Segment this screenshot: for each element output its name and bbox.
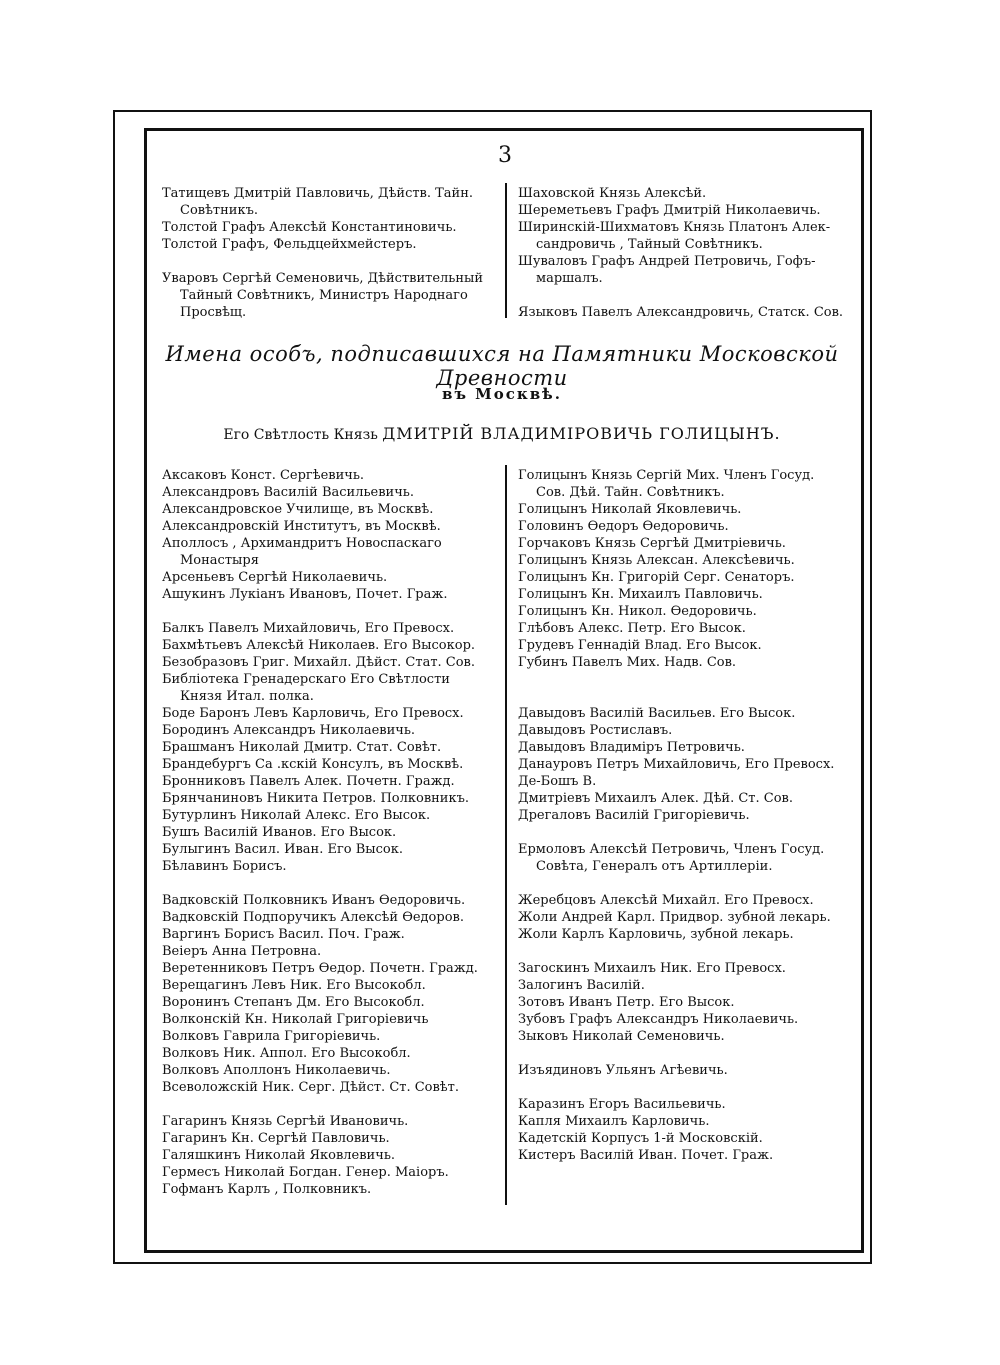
list-entry: Гагаринъ Кн. Сергѣй Павловичь. bbox=[162, 1131, 390, 1146]
subscriber-list-right bbox=[518, 467, 834, 1164]
list-entry: Гагаринъ Князь Сергѣй Ивановичь. bbox=[162, 1114, 409, 1129]
entry-spacer bbox=[518, 287, 843, 304]
entry-spacer bbox=[162, 875, 478, 892]
list-entry: Ермоловъ Алексѣй Петровичь, Членъ Госуд. bbox=[518, 842, 825, 857]
list-subheading: въ Москвѣ. bbox=[442, 385, 562, 403]
list-entry: Гермесъ Николай Богдан. Генер. Маiоръ. bbox=[162, 1165, 449, 1180]
list-entry: Голицынъ Кн. Григорій Серг. Сенаторъ. bbox=[518, 570, 795, 585]
list-entry: Арсеньевъ Сергѣй Николаевичь. bbox=[162, 570, 388, 585]
list-entry: Булыгинъ Васил. Иван. Его Высок. bbox=[162, 842, 403, 857]
list-entry: Каразинъ Егоръ Васильевичь. bbox=[518, 1097, 726, 1112]
list-entry: Волковъ Ник. Аппол. Его Высокобл. bbox=[162, 1046, 411, 1061]
subscriber-list-left bbox=[162, 467, 478, 1198]
list-entry: Совѣта, Генералъ отъ Артиллеріи. bbox=[536, 859, 773, 874]
list-entry: Жоли Карлъ Карловичь, зубной лекарь. bbox=[518, 927, 794, 942]
dedication-line bbox=[150, 424, 854, 443]
list-entry: Жоли Андрей Карл. Придвор. зубной лекарь. bbox=[518, 910, 831, 925]
list-entry: Загоскинъ Михаилъ Ник. Его Превосх. bbox=[518, 961, 786, 976]
list-entry: Александровскій Институтъ, въ Москвѣ. bbox=[162, 519, 441, 534]
list-entry: Сов. Дѣй. Тайн. Совѣтникъ. bbox=[536, 485, 725, 500]
list-entry: Монастыря bbox=[180, 553, 259, 568]
entry-spacer bbox=[518, 824, 834, 841]
list-entry: Толстой Графъ Алексѣй Константиновичь. bbox=[162, 220, 457, 235]
list-entry: Бахмѣтьевъ Алексѣй Николаев. Его Высокор. bbox=[162, 638, 476, 653]
list-entry: Зубовъ Графъ Александръ Николаевичь. bbox=[518, 1012, 799, 1027]
list-entry: Безобразовъ Григ. Михайл. Дѣйст. Стат. Сов. bbox=[162, 655, 475, 670]
list-entry: Брашманъ Николай Дмитр. Стат. Совѣт. bbox=[162, 740, 442, 755]
list-entry: Дмитріевъ Михаилъ Алек. Дѣй. Ст. Сов. bbox=[518, 791, 793, 806]
dedication-name: ДМИТРІЙ ВЛАДИМІРОВИЧЬ ГОЛИЦЫНЪ. bbox=[382, 424, 781, 443]
list-entry: Волковъ Аполлонъ Николаевичь. bbox=[162, 1063, 391, 1078]
list-entry: Волковъ Гаврила Григорiевичь. bbox=[162, 1029, 381, 1044]
list-entry: Бронниковъ Павелъ Алек. Почетн. Гражд. bbox=[162, 774, 455, 789]
list-entry: Вадковскій Полковникъ Иванъ Ѳедоровичь. bbox=[162, 893, 466, 908]
list-entry: Гофманъ Карлъ , Полковникъ. bbox=[162, 1182, 372, 1197]
list-entry: Александровское Училище, въ Москвѣ. bbox=[162, 502, 434, 517]
list-entry: Шереметьевъ Графъ Дмитрій Николаевичь. bbox=[518, 203, 821, 218]
list-entry: Всеволожскій Ник. Серг. Дѣйст. Ст. Совѣт. bbox=[162, 1080, 459, 1095]
list-entry: Бородинъ Александръ Николаевичь. bbox=[162, 723, 416, 738]
list-entry: Капля Михаилъ Карловичь. bbox=[518, 1114, 710, 1129]
list-entry: Горчаковъ Князь Сергѣй Дмитрiевичь. bbox=[518, 536, 786, 551]
list-entry: Князя Итал. полка. bbox=[180, 689, 314, 704]
list-entry: Шаховской Князь Алексѣй. bbox=[518, 186, 707, 201]
list-entry: Голицынъ Кн. Никол. Ѳедоровичь. bbox=[518, 604, 757, 619]
list-entry: Данауровъ Петръ Михайловичь, Его Превосх. bbox=[518, 757, 835, 772]
list-entry: Бутурлинъ Николай Алекс. Его Высок. bbox=[162, 808, 431, 823]
list-entry: Шуваловъ Графъ Андрей Петровичь, Гофъ- bbox=[518, 254, 816, 269]
list-entry: Совѣтникъ. bbox=[180, 203, 258, 218]
list-entry: Глѣбовъ Алекс. Петр. Его Высок. bbox=[518, 621, 746, 636]
list-entry: Губинъ Павелъ Мих. Надв. Сов. bbox=[518, 655, 737, 670]
list-entry: Давыдовъ Василій Васильев. Его Высок. bbox=[518, 706, 796, 721]
list-entry: Ширинскій-Шихматовъ Князь Платонъ Алек- bbox=[518, 220, 831, 235]
list-entry: Зотовъ Иванъ Петр. Его Высок. bbox=[518, 995, 735, 1010]
list-entry: Татищевъ Дмитрій Павловичь, Дѣйств. Тайн. bbox=[162, 186, 474, 201]
dedication-prefix: Его Свѣтлость Князь bbox=[223, 427, 378, 443]
list-entry: Кадетскій Корпусъ 1-й Московскій. bbox=[518, 1131, 763, 1146]
list-entry: Давыдовъ Владиміръ Петровичь. bbox=[518, 740, 745, 755]
entry-spacer bbox=[518, 943, 834, 960]
page-number: 3 bbox=[498, 143, 512, 168]
list-entry: Де-Бошъ В. bbox=[518, 774, 597, 789]
entry-spacer bbox=[162, 1096, 478, 1113]
entry-spacer bbox=[518, 1079, 834, 1096]
top-right-column bbox=[518, 185, 843, 321]
list-entry: Верещагинъ Левъ Ник. Его Высокобл. bbox=[162, 978, 426, 993]
list-entry: Давыдовъ Ростиславъ. bbox=[518, 723, 673, 738]
list-entry: Голицынъ Князь Сергій Мих. Членъ Госуд. bbox=[518, 468, 815, 483]
list-entry: Галяшкинъ Николай Яковлевичь. bbox=[162, 1148, 396, 1163]
list-entry: Залогинъ Василій. bbox=[518, 978, 645, 993]
list-entry: Кистеръ Василій Иван. Почет. Граж. bbox=[518, 1148, 774, 1163]
entry-spacer bbox=[518, 1045, 834, 1062]
entry-spacer bbox=[162, 253, 483, 270]
list-entry: Александровъ Василій Васильевичь. bbox=[162, 485, 415, 500]
main-column-divider bbox=[505, 465, 507, 1205]
list-entry: Веіеръ Анна Петровна. bbox=[162, 944, 322, 959]
list-entry: Дрегаловъ Василій Григорiевичь. bbox=[518, 808, 750, 823]
entry-spacer bbox=[518, 671, 834, 688]
list-entry: Брянчаниновъ Никита Петров. Полковникъ. bbox=[162, 791, 469, 806]
list-entry: Просвѣщ. bbox=[180, 305, 247, 320]
list-entry: Бѣлавинъ Борисъ. bbox=[162, 859, 287, 874]
list-entry: Языковъ Павелъ Александровичь, Статск. Сов. bbox=[518, 305, 844, 320]
list-entry: Изъядиновъ Ульянъ Агѣевичь. bbox=[518, 1063, 728, 1078]
list-entry: Голицынъ Кн. Михаилъ Павловичь. bbox=[518, 587, 763, 602]
list-entry: Балкъ Павелъ Михайловичь, Его Превосх. bbox=[162, 621, 455, 636]
list-entry: Головинъ Ѳедоръ Ѳедоровичь. bbox=[518, 519, 729, 534]
list-entry: сандровичь , Тайный Совѣтникъ. bbox=[536, 237, 763, 252]
list-entry: Волконскій Кн. Николай Григорiевичь bbox=[162, 1012, 429, 1027]
list-entry: Варгинъ Борисъ Васил. Поч. Граж. bbox=[162, 927, 405, 942]
entry-spacer bbox=[162, 603, 478, 620]
list-entry: Вадковскій Подпоручикъ Алексѣй Ѳедоров. bbox=[162, 910, 464, 925]
list-entry: Брандебургъ Са .кскій Консулъ, въ Москвѣ. bbox=[162, 757, 464, 772]
list-entry: Веретенниковъ Петръ Ѳедор. Почетн. Гражд. bbox=[162, 961, 478, 976]
list-entry: Жеребцовъ Алексѣй Михайл. Его Превосх. bbox=[518, 893, 814, 908]
list-entry: Бушъ Василій Иванов. Его Высок. bbox=[162, 825, 397, 840]
list-entry: Ашукинъ Лукіанъ Ивановъ, Почет. Граж. bbox=[162, 587, 448, 602]
list-entry: Толстой Графъ, Фельдцейхмейстеръ. bbox=[162, 237, 417, 252]
top-column-divider bbox=[505, 183, 507, 318]
list-entry: Грудевъ Геннадій Влад. Его Высок. bbox=[518, 638, 762, 653]
list-entry: Библіотека Гренадерскаго Его Свѣтлости bbox=[162, 672, 450, 687]
list-heading: Имена особъ, подписавшихся на Памятники Московской Древности bbox=[165, 342, 839, 390]
list-entry: Голицынъ Николай Яковлевичь. bbox=[518, 502, 742, 517]
entry-spacer bbox=[518, 688, 834, 705]
list-entry: маршалъ. bbox=[536, 271, 603, 286]
list-entry: Аполлосъ , Архимандритъ Новоспаскаго bbox=[162, 536, 442, 551]
list-entry: Аксаковъ Конст. Сергѣевичь. bbox=[162, 468, 365, 483]
list-entry: Боде Баронъ Левъ Карловичь, Его Превосх. bbox=[162, 706, 464, 721]
list-entry: Тайный Совѣтникъ, Министръ Народнаго bbox=[180, 288, 468, 303]
top-left-column bbox=[162, 185, 483, 321]
entry-spacer bbox=[518, 875, 834, 892]
list-entry: Голицынъ Князь Алексан. Алексѣевичь. bbox=[518, 553, 795, 568]
list-entry: Воронинъ Степанъ Дм. Его Высокобл. bbox=[162, 995, 425, 1010]
list-entry: Зыковъ Николай Семеновичь. bbox=[518, 1029, 725, 1044]
list-entry: Уваровъ Сергѣй Семеновичь, Дѣйствительный bbox=[162, 271, 484, 286]
